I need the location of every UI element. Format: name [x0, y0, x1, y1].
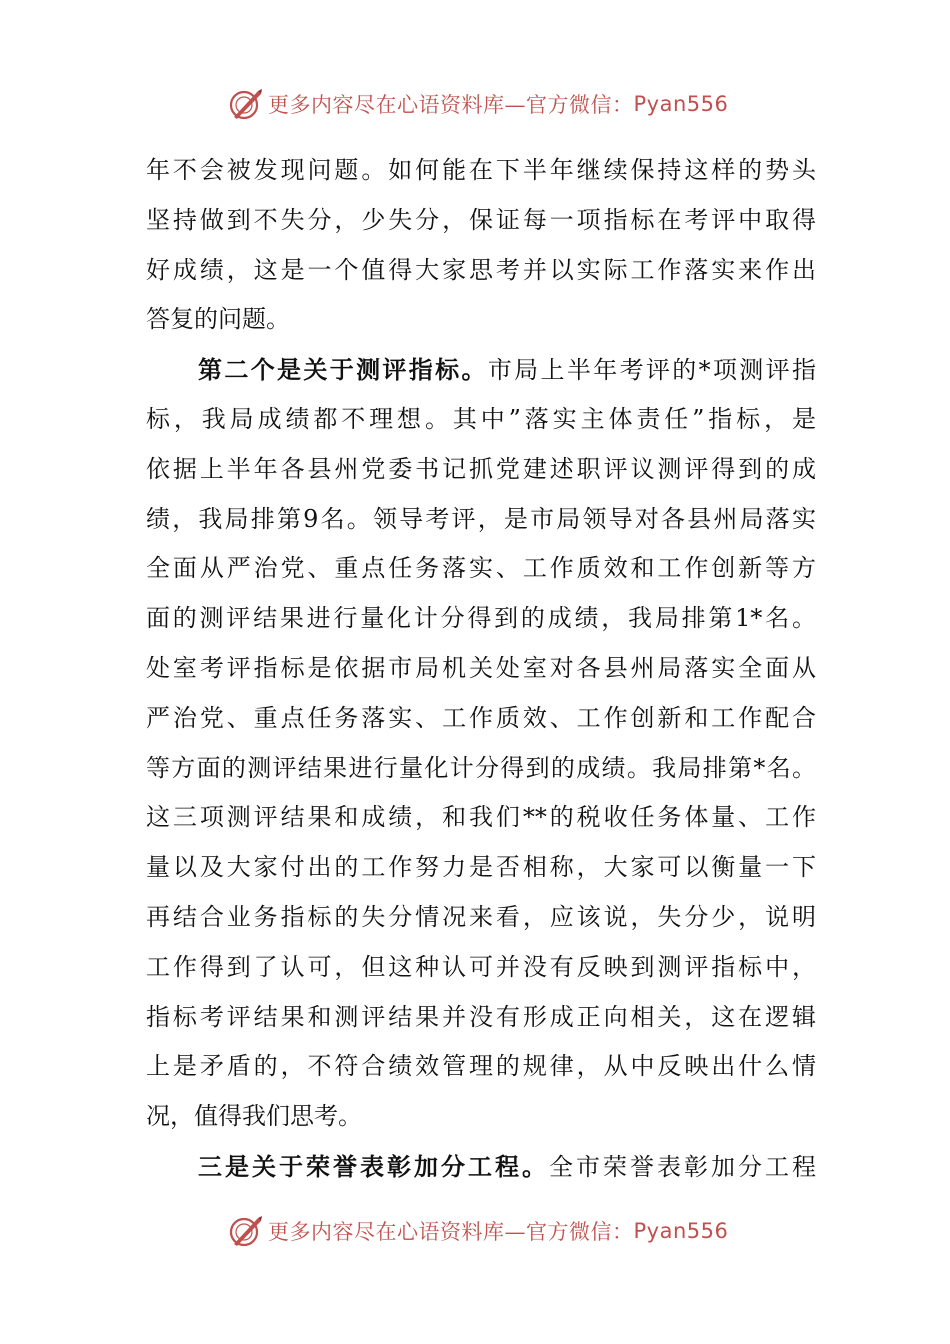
watermark-text: 更多内容尽在心语资料库—官方微信：	[268, 93, 634, 117]
pen-seal-icon	[228, 86, 264, 122]
watermark-text: 更多内容尽在心语资料库—官方微信：	[268, 1220, 634, 1244]
text-line	[146, 345, 816, 395]
paragraph-heading: 第二个是关于测评指标。	[198, 355, 488, 385]
text-line: 面的测评结果进行量化计分得到的成绩，我局排第1*名。	[146, 604, 816, 633]
paragraph	[146, 1142, 816, 1192]
paragraph	[146, 146, 816, 345]
text-line: 量以及大家付出的工作努力是否相称，大家可以衡量一下	[146, 853, 816, 882]
text-line: 标，我局成绩都不理想。其中”落实主体责任”指标，是	[146, 404, 816, 433]
text-line: 况，值得我们思考。	[146, 1102, 362, 1131]
text-line: 好成绩，这是一个值得大家思考并以实际工作落实来作出	[146, 255, 816, 284]
text-line: 再结合业务指标的失分情况来看，应该说，失分少，说明	[146, 902, 816, 931]
watermark-header	[228, 84, 748, 124]
paragraph-heading: 三是关于荣誉表彰加分工程。	[198, 1151, 549, 1181]
text-line	[146, 1142, 816, 1192]
watermark-wechat-id: Pyan556	[633, 1219, 729, 1243]
document-body	[146, 146, 816, 1192]
paragraph	[146, 345, 816, 1142]
text-line: 这三项测评结果和成绩，和我们**的税收任务体量、工作	[146, 803, 816, 832]
text-line: 依据上半年各县州党委书记抓党建述职评议测评得到的成	[146, 454, 816, 483]
pen-seal-icon	[228, 1213, 264, 1249]
text-line: 答复的问题。	[146, 305, 290, 334]
text-line: 年不会被发现问题。如何能在下半年继续保持这样的势头	[146, 156, 816, 184]
text-span: 市局上半年考评的*项测评指	[487, 356, 817, 385]
watermark-footer	[228, 1211, 748, 1251]
text-line: 绩，我局排第9名。领导考评，是市局领导对各县州局落实	[146, 504, 816, 533]
text-line: 指标考评结果和测评结果并没有形成正向相关，这在逻辑	[146, 1002, 816, 1031]
text-line: 等方面的测评结果进行量化计分得到的成绩。我局排第*名。	[146, 753, 816, 782]
text-line: 处室考评指标是依据市局机关处室对各县州局落实全面从	[146, 653, 816, 682]
text-line: 工作得到了认可，但这种认可并没有反映到测评指标中，	[146, 952, 816, 981]
text-span: 全市荣誉表彰加分工程	[549, 1152, 816, 1181]
watermark-wechat-id: Pyan556	[633, 92, 729, 116]
text-line: 严治党、重点任务落实、工作质效、工作创新和工作配合	[146, 703, 816, 732]
text-line: 坚持做到不失分，少失分，保证每一项指标在考评中取得	[146, 205, 816, 234]
text-line: 上是矛盾的，不符合绩效管理的规律，从中反映出什么情	[146, 1052, 816, 1081]
text-line: 全面从严治党、重点任务落实、工作质效和工作创新等方	[146, 554, 816, 583]
